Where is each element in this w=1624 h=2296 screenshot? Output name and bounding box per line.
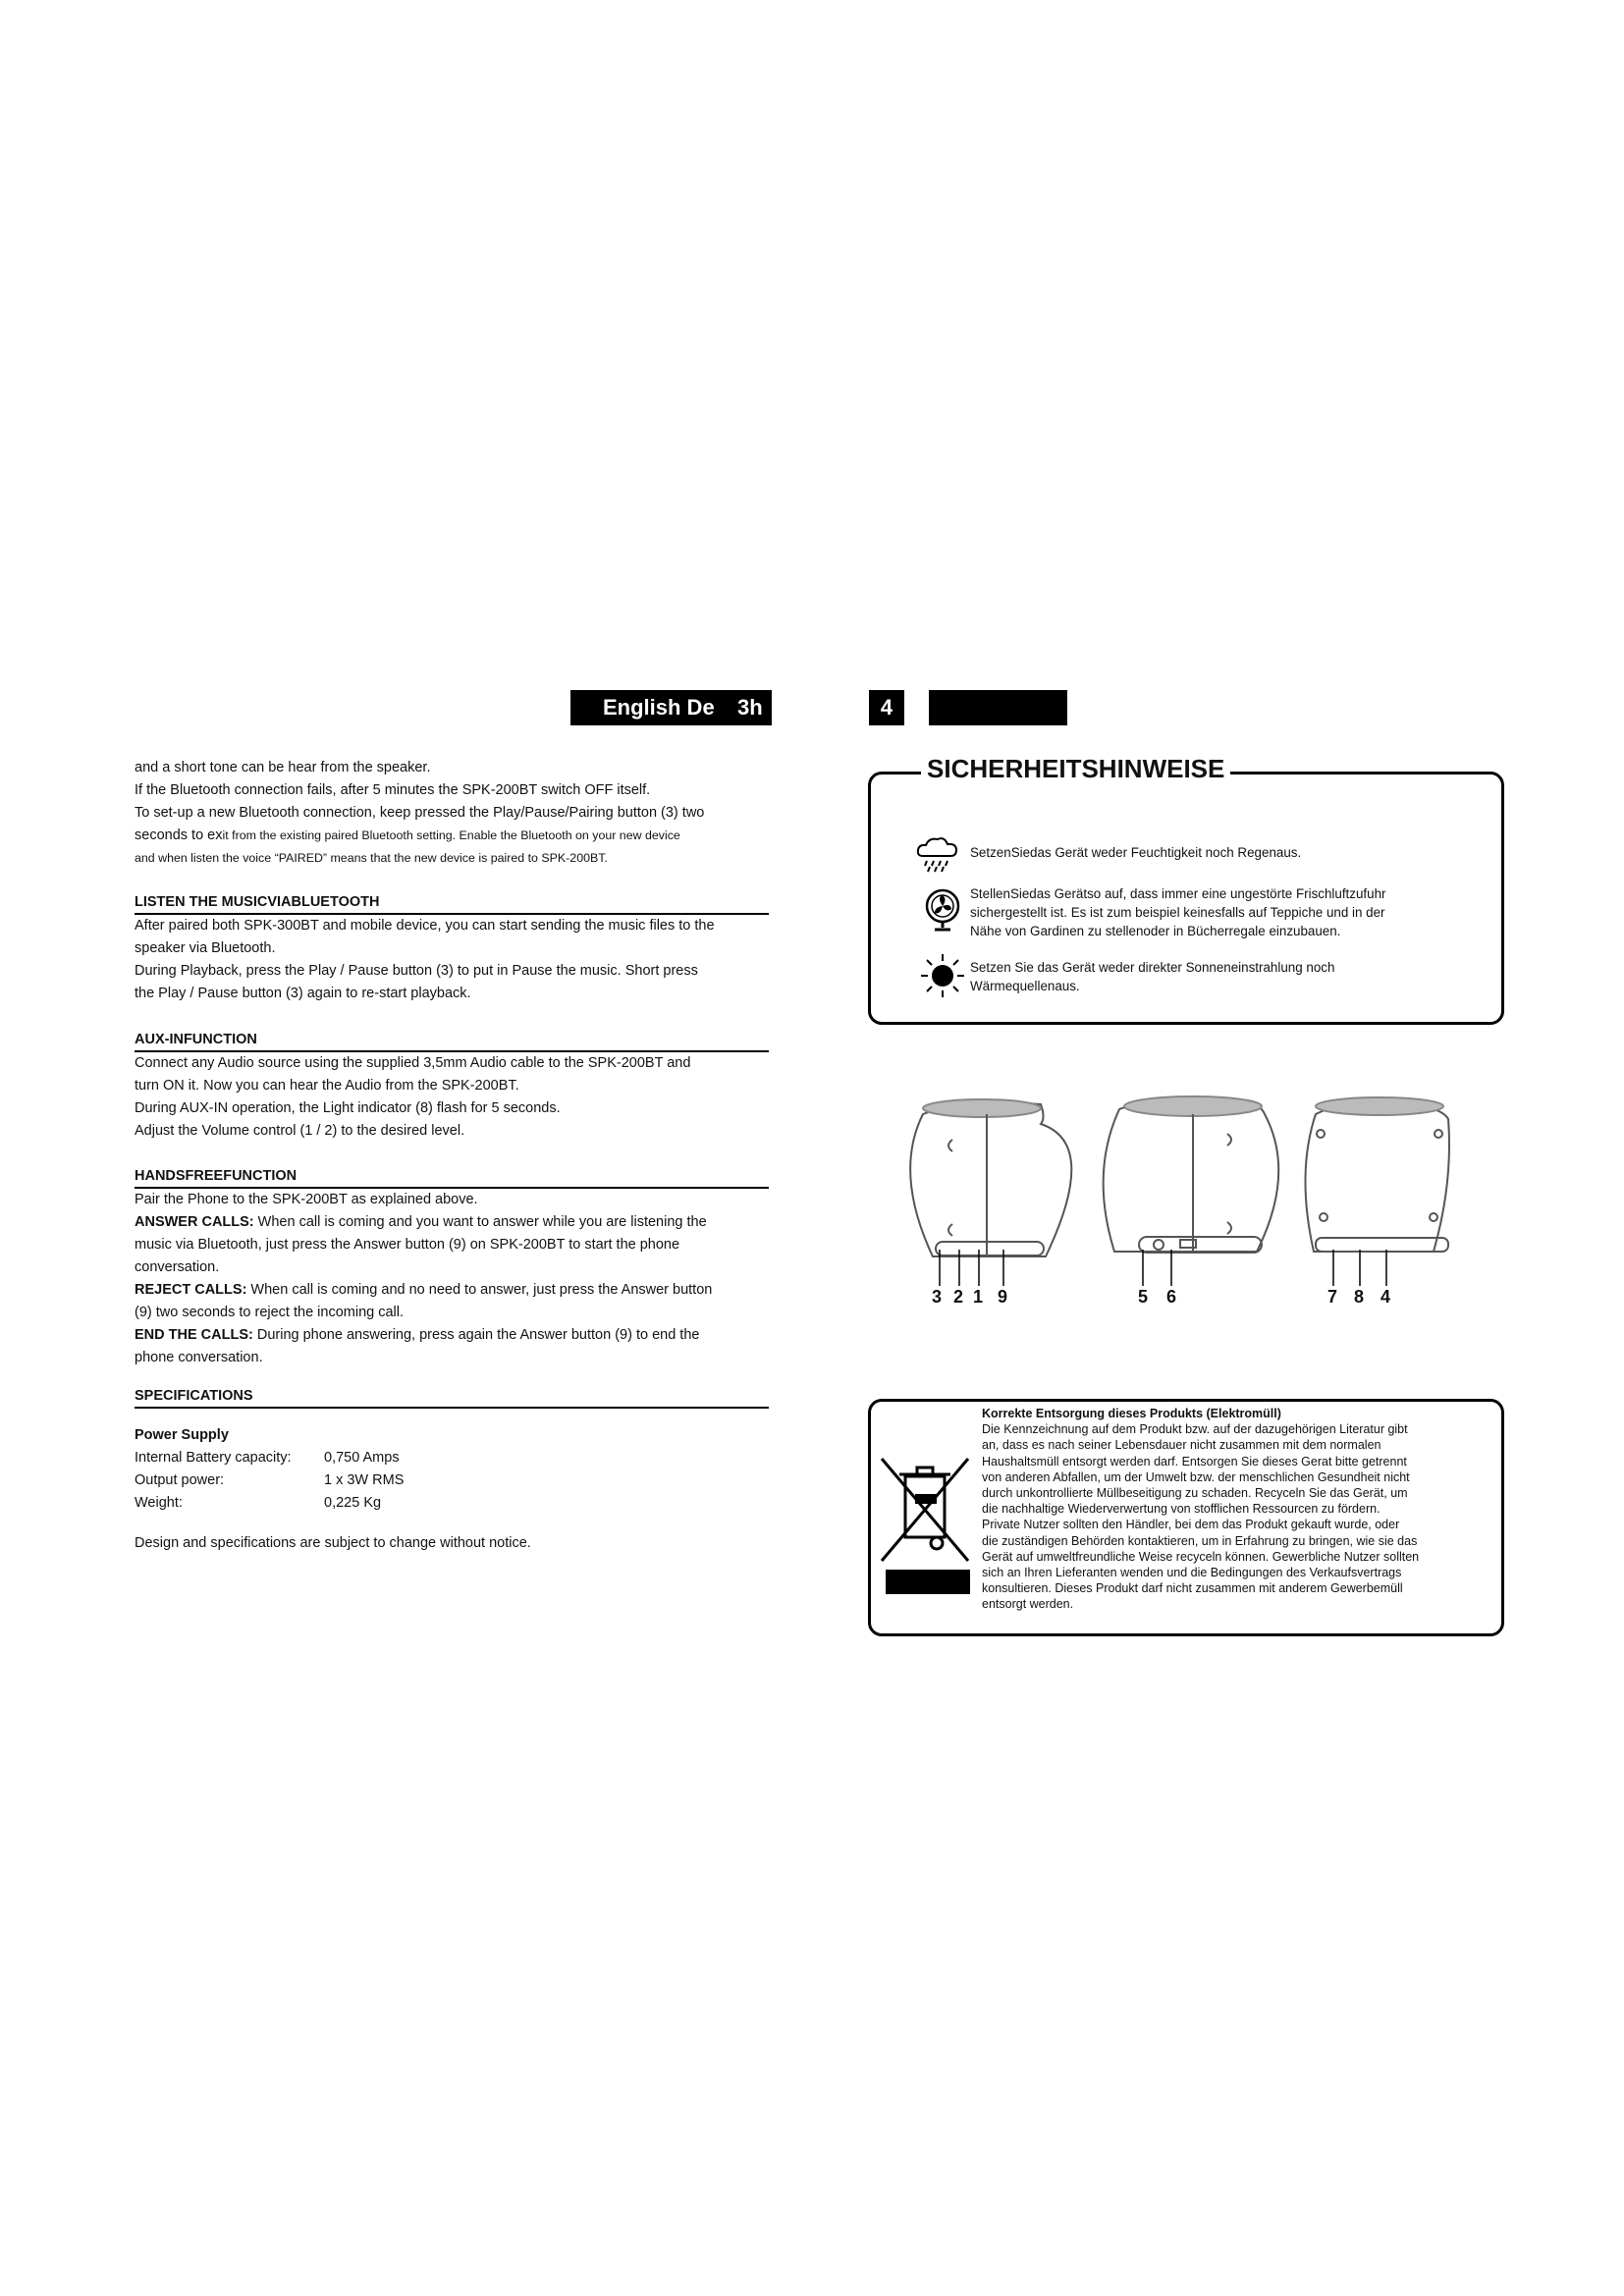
- safety-text: Wärmequellenaus.: [970, 979, 1080, 993]
- disposal-line: Gerät auf umweltfreundliche Weise recyceln können. Gewerbliche Nutzer sollten: [982, 1549, 1420, 1564]
- listen-line: the Play / Pause button (3) again to re-start playback.: [135, 986, 471, 1001]
- listen-section: [135, 892, 769, 1005]
- disposal-line: Haushaltsmüll entsorgt werden darf. Entsorgen Sie dieses Gerat bitte getrennt: [982, 1454, 1407, 1468]
- spec-value: 0,750 Amps: [324, 1450, 400, 1466]
- answer-label: ANSWER CALLS:: [135, 1214, 254, 1230]
- reject-label: REJECT CALLS:: [135, 1282, 247, 1298]
- safety-item-sun: [970, 958, 1481, 995]
- black-bar: [886, 1570, 970, 1594]
- listen-line: speaker via Bluetooth.: [135, 940, 276, 956]
- intro-line: and when listen the voice “PAIRED” means that the new device is paired to SPK-200BT.: [135, 851, 608, 865]
- spec-key: Weight:: [135, 1495, 183, 1511]
- section-heading: AUX-INFUNCTION: [135, 1030, 769, 1052]
- answer-line: conversation.: [135, 1259, 220, 1275]
- safety-title: SICHERHEITSHINWEISE: [921, 752, 1230, 785]
- fan-icon: [923, 887, 962, 933]
- header-deutsch: [929, 690, 1067, 725]
- label-4: 4: [1380, 1287, 1391, 1307]
- disposal-line: konsultieren. Dieses Produkt darf nicht zusammen mit anderem Gewerbemüll: [982, 1581, 1403, 1596]
- label-1: 1: [973, 1287, 984, 1307]
- label-5: 5: [1138, 1287, 1149, 1307]
- specifications-section: [135, 1386, 769, 1555]
- disposal-title: Korrekte Entsorgung dieses Produkts (Elektromüll): [982, 1407, 1281, 1420]
- label-7: 7: [1327, 1287, 1338, 1307]
- disposal-line: entsorgt werden.: [982, 1597, 1074, 1612]
- page-number: 3h: [737, 695, 763, 720]
- intro-line: and a short tone can be hear from the speaker.: [135, 760, 431, 775]
- label-3: 3: [932, 1287, 943, 1307]
- safety-text: sichergestellt ist. Es ist zum beispiel keinesfalls auf Teppiche und in der: [970, 905, 1385, 920]
- spec-key: Output power:: [135, 1472, 225, 1488]
- safety-item-rain: [970, 843, 1481, 862]
- safety-text: SetzenSiedas Gerät weder Feuchtigkeit noch Regenaus.: [970, 845, 1302, 860]
- end-text: During phone answering, press again the Answer button (9) to end the: [252, 1327, 700, 1343]
- disposal-line: an, dass es nach seiner Lebensdauer nicht zusammen mit dem normalen: [982, 1438, 1381, 1453]
- spec-value: 1 x 3W RMS: [324, 1472, 405, 1488]
- page-number-4: 4: [869, 690, 904, 725]
- aux-section: [135, 1030, 769, 1143]
- aux-line: Adjust the Volume control (1 / 2) to the desired level.: [135, 1123, 465, 1139]
- spec-value: 0,225 Kg: [324, 1495, 382, 1511]
- answer-calls: [135, 1211, 769, 1234]
- spec-row: [135, 1469, 769, 1492]
- sun-icon: [919, 952, 966, 999]
- header-english: [570, 690, 772, 725]
- answer-text: When call is coming and you want to answer while you are listening the: [253, 1214, 707, 1230]
- crossed-bin-icon: [876, 1455, 974, 1565]
- listen-line: After paired both SPK-300BT and mobile device, you can start sending the music files to the: [135, 918, 715, 934]
- answer-line: music via Bluetooth, just press the Answer button (9) on SPK-200BT to start the phone: [135, 1237, 680, 1253]
- safety-item-ventilation: [970, 884, 1481, 940]
- safety-text: Setzen Sie das Gerät weder direkter Sonneneinstrahlung noch: [970, 960, 1335, 975]
- label-8: 8: [1354, 1287, 1365, 1307]
- safety-text: Nähe von Gardinen zu stellenoder in Bücherregale einzubauen.: [970, 924, 1341, 938]
- label-2: 2: [953, 1287, 964, 1307]
- intro-line-a: seconds to ex: [135, 828, 223, 843]
- handsfree-section: [135, 1166, 769, 1369]
- disposal-text: [982, 1406, 1485, 1613]
- aux-line: Connect any Audio source using the supplied 3,5mm Audio cable to the SPK-200BT and: [135, 1055, 691, 1071]
- disposal-line: die zuständigen Behörden kontaktieren, um in Erfahrung zu bringen, wie sie das: [982, 1533, 1418, 1548]
- intro-line: If the Bluetooth connection fails, after 5 minutes the SPK-200BT switch OFF itself.: [135, 782, 651, 798]
- disposal-line: durch unkontrollierte Müllbeseitigung zu schaden. Recyceln Sie das Gerät, um: [982, 1486, 1408, 1501]
- reject-line: (9) two seconds to reject the incoming call.: [135, 1305, 405, 1320]
- aux-line: During AUX-IN operation, the Light indicator (8) flash for 5 seconds.: [135, 1100, 561, 1116]
- intro-section: [135, 757, 769, 870]
- handsfree-line: Pair the Phone to the SPK-200BT as explained above.: [135, 1192, 478, 1207]
- spec-key: Internal Battery capacity:: [135, 1450, 292, 1466]
- end-calls: [135, 1324, 769, 1347]
- section-heading: LISTEN THE MUSICVIABLUETOOTH: [135, 892, 769, 915]
- intro-line-b: it from the existing paired Bluetooth setting. Enable the Bluetooth on your new device: [222, 828, 680, 842]
- speaker-diagram: [903, 1095, 1492, 1291]
- safety-text: StellenSiedas Gerätso auf, dass immer eine ungestörte Frischluftzufuhr: [970, 886, 1386, 901]
- reject-calls: [135, 1279, 769, 1302]
- disposal-line: sich an Ihren Lieferanten wenden und die Bedingungen des Verkaufsvertrags: [982, 1566, 1402, 1580]
- listen-line: During Playback, press the Play / Pause button (3) to put in Pause the music. Short press: [135, 963, 698, 979]
- spec-note: Design and specifications are subject to change without notice.: [135, 1535, 531, 1551]
- disposal-line: von anderen Abfallen, um der Umwelt bzw. der menschlichen Gesundheit nicht: [982, 1469, 1410, 1484]
- rain-cloud-icon: [913, 834, 962, 874]
- end-line: phone conversation.: [135, 1350, 263, 1365]
- intro-line: [135, 825, 769, 847]
- intro-line: To set-up a new Bluetooth connection, keep pressed the Play/Pause/Pairing button (3) two: [135, 805, 705, 821]
- reject-text: When call is coming and no need to answer, just press the Answer button: [246, 1282, 713, 1298]
- disposal-line: die nachhaltige Wiederverwertung von stofflichen Ressourcen zu fördern.: [982, 1502, 1380, 1517]
- power-supply-heading: Power Supply: [135, 1427, 229, 1443]
- section-heading: HANDSFREEFUNCTION: [135, 1166, 769, 1189]
- spec-row: [135, 1447, 769, 1469]
- section-heading: SPECIFICATIONS: [135, 1386, 769, 1409]
- spec-row: [135, 1492, 769, 1515]
- end-label: END THE CALLS:: [135, 1327, 253, 1343]
- disposal-line: Private Nutzer sollten den Händler, bei dem das Produkt gekauft wurde, oder: [982, 1518, 1400, 1532]
- header-title: English De: [603, 695, 715, 720]
- disposal-line: Die Kennzeichnung auf dem Produkt bzw. auf der dazugehörigen Literatur gibt: [982, 1422, 1408, 1437]
- aux-line: turn ON it. Now you can hear the Audio from the SPK-200BT.: [135, 1078, 519, 1094]
- label-9: 9: [998, 1287, 1008, 1307]
- label-6: 6: [1166, 1287, 1177, 1307]
